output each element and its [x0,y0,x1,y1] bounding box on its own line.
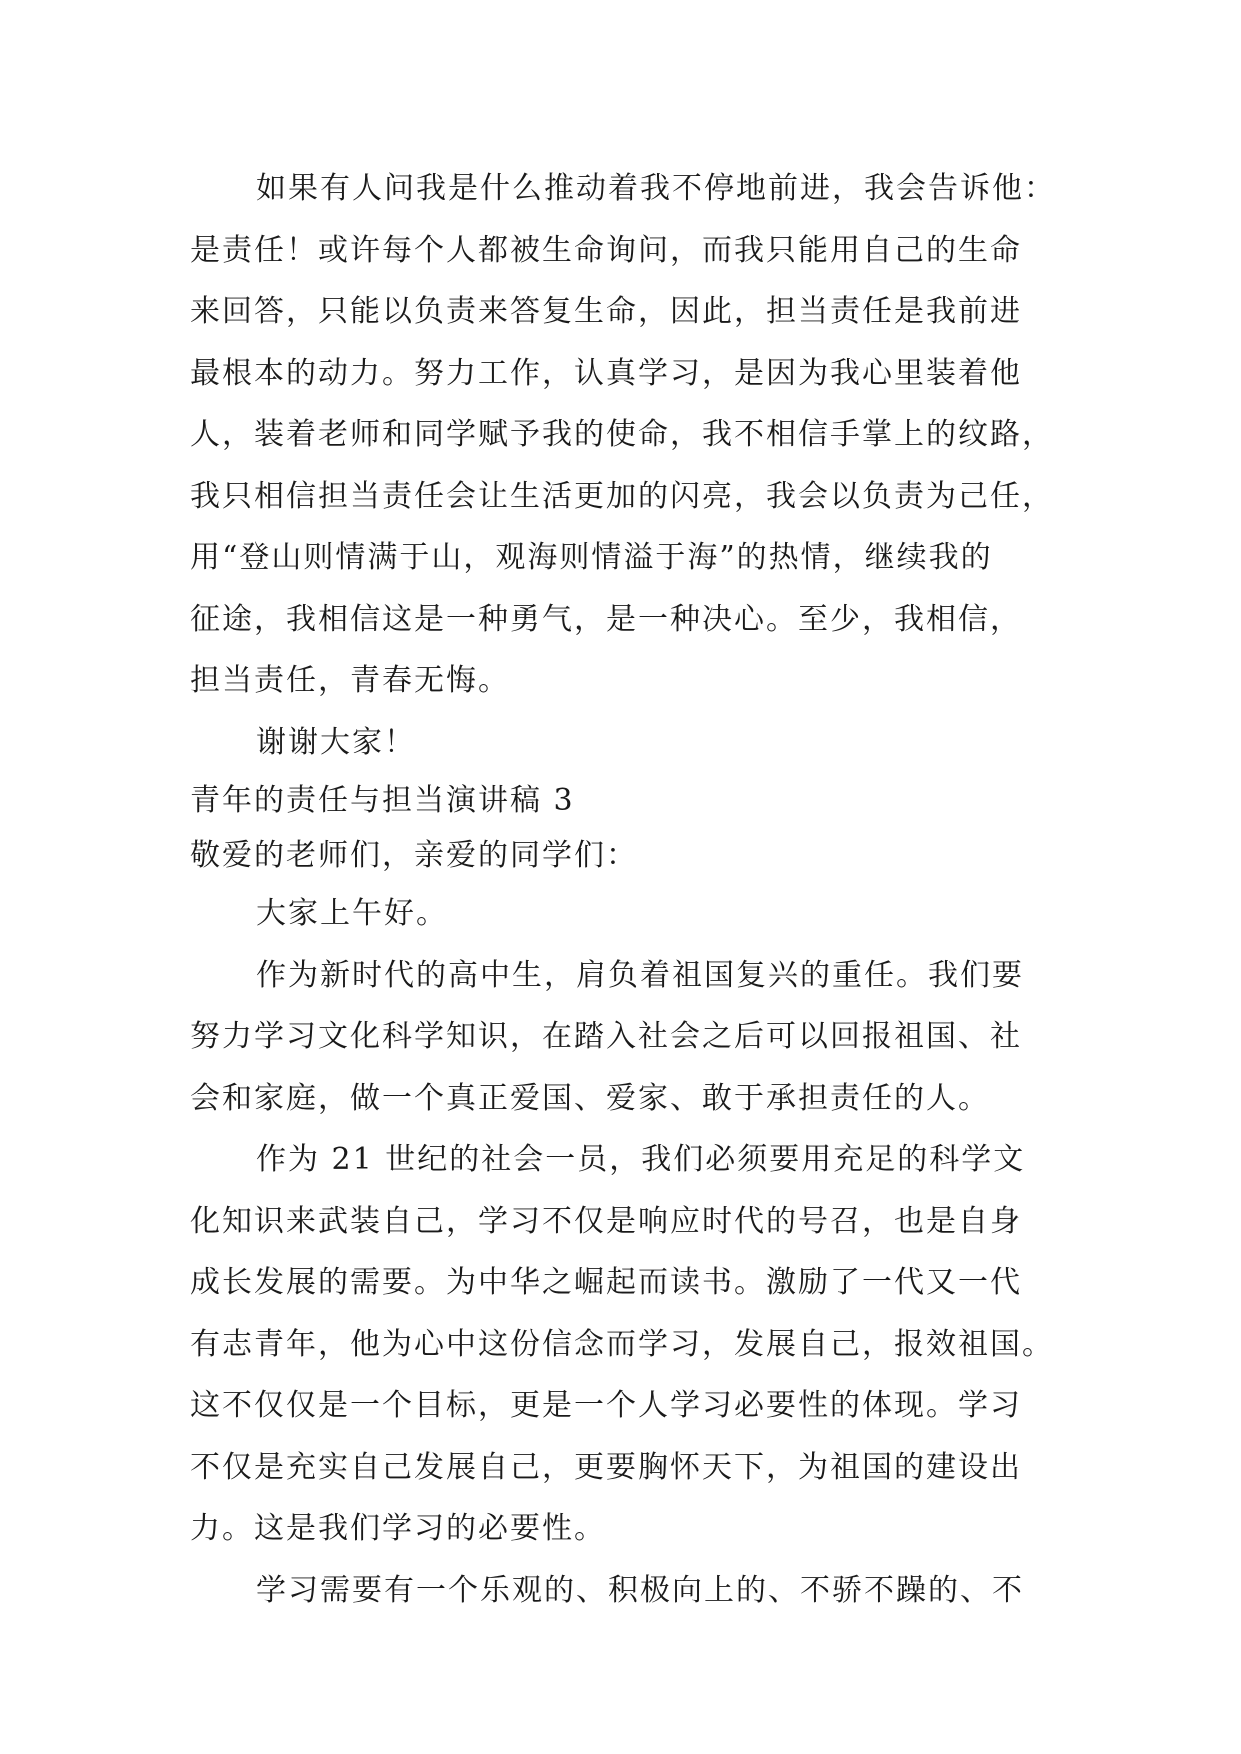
paragraph-line: 化知识来武装自己，学习不仅是响应时代的号召，也是自身 [190,1203,1022,1239]
section-heading: 青年的责任与担当演讲稿 3 [190,783,575,818]
paragraph-line: 努力学习文化科学知识，在踏入社会之后可以回报祖国、社 [190,1019,1022,1054]
paragraph-line: 我只相信担当责任会让生活更加的闪亮，我会以负责为己任， [190,478,1054,514]
paragraph-line: 来回答，只能以负责来答复生命，因此，担当责任是我前进 [190,294,1022,329]
paragraph-line: 人，装着老师和同学赋予我的使命，我不相信手掌上的纹路， [190,417,1054,452]
paragraph-line: 担当责任，青春无悔。 [190,663,510,698]
paragraph-line: 有志青年，他为心中这份信念而学习，发展自己，报效祖国。 [190,1326,1054,1362]
paragraph-line: 作为新时代的高中生，肩负着祖国复兴的重任。我们要 [256,957,1024,993]
salutation: 敬爱的老师们，亲爱的同学们： [190,838,638,873]
paragraph-line: 如果有人问我是什么推动着我不停地前进，我会告诉他： [256,171,1056,206]
paragraph-line: 不仅是充实自己发展自己，更要胸怀天下，为祖国的建设出 [190,1449,1022,1485]
paragraph-line: 大家上午好。 [256,896,448,931]
paragraph-line: 作为 21 世纪的社会一员，我们必须要用充足的科学文 [256,1142,1026,1177]
paragraph-line: 用“登山则情满于山，观海则情溢于海”的热情，继续我的 [190,540,993,575]
paragraph-line: 成长发展的需要。为中华之崛起而读书。激励了一代又一代 [190,1265,1022,1300]
paragraph-line: 是责任！或许每个人都被生命询问，而我只能用自己的生命 [190,232,1022,268]
paragraph-line: 力。这是我们学习的必要性。 [190,1511,606,1546]
paragraph-line: 这不仅仅是一个目标，更是一个人学习必要性的体现。学习 [190,1388,1022,1423]
document-body [190,158,1070,1621]
paragraph-line: 最根本的动力。努力工作，认真学习，是因为我心里装着他 [190,355,1022,391]
paragraph-line: 学习需要有一个乐观的、积极向上的、不骄不躁的、不 [256,1572,1024,1608]
paragraph-line: 谢谢大家！ [256,724,416,760]
paragraph-line: 会和家庭，做一个真正爱国、爱家、敢于承担责任的人。 [190,1080,990,1116]
paragraph-line: 征途，我相信这是一种勇气，是一种决心。至少，我相信， [190,601,1022,637]
